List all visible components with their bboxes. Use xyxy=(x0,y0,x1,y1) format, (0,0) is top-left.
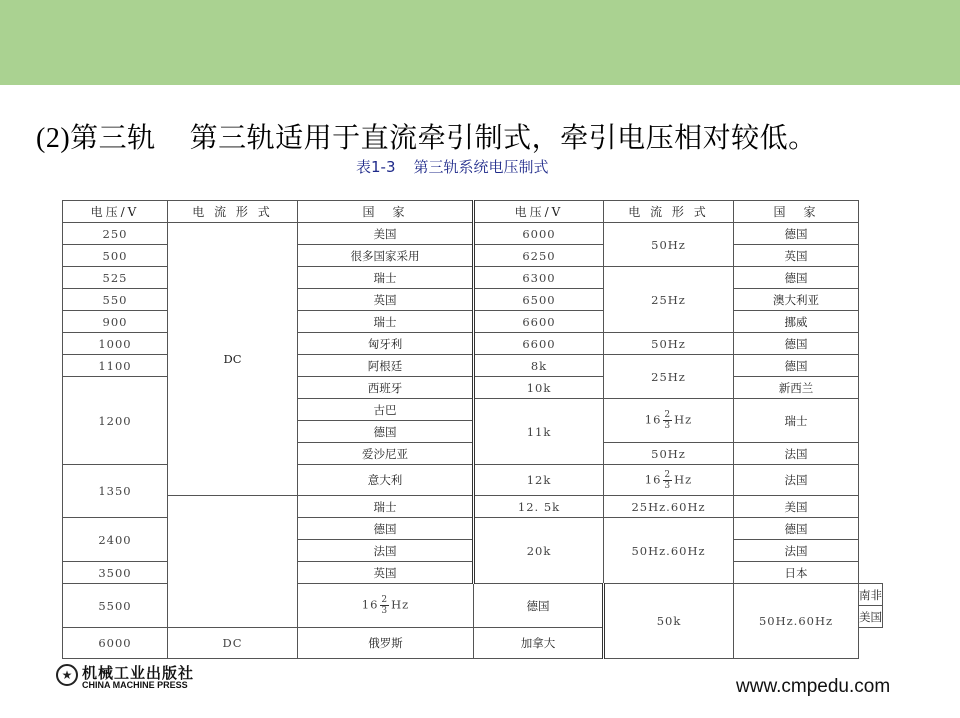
publisher-logo xyxy=(56,664,216,694)
country-cell: 古巴 xyxy=(298,399,474,421)
country-cell: 德国 xyxy=(474,584,604,628)
country-cell: 瑞士 xyxy=(298,267,474,289)
voltage-cell: 6500 xyxy=(474,289,604,311)
voltage-cell: 12k xyxy=(474,465,604,496)
current-cell: 50Hz xyxy=(604,443,734,465)
header-voltage: 电压/V xyxy=(63,201,168,223)
voltage-cell: 6600 xyxy=(474,333,604,355)
heading-label: (2)第三轨 xyxy=(36,123,156,154)
voltage-cell: 1100 xyxy=(63,355,168,377)
country-cell: 瑞士 xyxy=(734,399,859,443)
voltage-cell: 3500 xyxy=(63,562,168,584)
country-cell: 西班牙 xyxy=(298,377,474,399)
voltage-cell: 6600 xyxy=(474,311,604,333)
header-voltage: 电压/V xyxy=(474,201,604,223)
country-cell: 挪威 xyxy=(734,311,859,333)
fraction: $\frac{2}{3}$ xyxy=(664,469,672,491)
current-prefix: 16 xyxy=(361,597,379,612)
current-cell: 50Hz.60Hz xyxy=(604,518,734,584)
current-prefix: 16 xyxy=(644,472,662,486)
current-cell: 25Hz.60Hz xyxy=(604,496,734,518)
country-cell: 美国 xyxy=(859,606,883,628)
country-cell: 法国 xyxy=(734,443,859,465)
country-cell: 阿根廷 xyxy=(298,355,474,377)
voltage-cell: 6000 xyxy=(474,223,604,245)
country-cell: 英国 xyxy=(734,245,859,267)
country-cell: 德国 xyxy=(298,421,474,443)
voltage-cell: 1000 xyxy=(63,333,168,355)
heading-text: 第三轨适用于直流牵引制式，牵引电压相对较低。 xyxy=(189,121,817,154)
country-cell: 法国 xyxy=(734,465,859,496)
table-row xyxy=(63,496,883,518)
voltage-table xyxy=(62,200,883,659)
website-url: www.cmpedu.com xyxy=(736,676,891,697)
voltage-cell: 6250 xyxy=(474,245,604,267)
caption-number: 表1-3 xyxy=(356,158,396,176)
country-cell: 英国 xyxy=(298,289,474,311)
current-cell: DC xyxy=(168,628,298,659)
current-cell xyxy=(168,496,298,628)
country-cell: 英国 xyxy=(298,562,474,584)
voltage-cell: 5500 xyxy=(63,584,168,628)
country-cell: 美国 xyxy=(734,496,859,518)
header-current: 电 流 形 式 xyxy=(168,201,298,223)
voltage-cell: 2400 xyxy=(63,518,168,562)
country-cell: 法国 xyxy=(298,540,474,562)
header-country: 国 家 xyxy=(734,201,859,223)
country-cell: 法国 xyxy=(734,540,859,562)
country-cell: 德国 xyxy=(298,518,474,540)
country-cell: 俄罗斯 xyxy=(298,628,474,659)
current-cell xyxy=(298,584,474,628)
publisher-name-cn: 机械工业出版社 xyxy=(82,664,195,682)
voltage-cell: 525 xyxy=(63,267,168,289)
country-cell: 澳大利亚 xyxy=(734,289,859,311)
country-cell: 意大利 xyxy=(298,465,474,496)
current-cell: 25Hz xyxy=(604,267,734,333)
voltage-cell: 20k xyxy=(474,518,604,584)
current-cell: DC xyxy=(168,223,298,496)
voltage-cell: 11k xyxy=(474,399,604,465)
table-row xyxy=(63,223,883,245)
fraction: $\frac{2}{3}$ xyxy=(381,595,389,616)
page-heading xyxy=(36,116,817,156)
country-cell: 德国 xyxy=(734,355,859,377)
country-cell: 匈牙利 xyxy=(298,333,474,355)
table-caption xyxy=(356,156,549,177)
country-cell: 美国 xyxy=(298,223,474,245)
voltage-cell: 50k xyxy=(604,584,734,659)
voltage-cell: 550 xyxy=(63,289,168,311)
current-cell: 50Hz xyxy=(604,333,734,355)
country-cell: 瑞士 xyxy=(298,311,474,333)
star-icon: ★ xyxy=(56,664,78,686)
country-cell: 德国 xyxy=(734,267,859,289)
voltage-cell: 500 xyxy=(63,245,168,267)
current-unit: Hz xyxy=(674,472,693,486)
table-header-row xyxy=(63,201,883,223)
country-cell: 新西兰 xyxy=(734,377,859,399)
fraction: $\frac{2}{3}$ xyxy=(664,410,672,431)
current-cell xyxy=(604,465,734,496)
voltage-cell: 12. 5k xyxy=(474,496,604,518)
country-cell: 德国 xyxy=(734,333,859,355)
voltage-cell: 250 xyxy=(63,223,168,245)
voltage-cell: 1200 xyxy=(63,377,168,465)
voltage-cell: 8k xyxy=(474,355,604,377)
country-cell: 爱沙尼亚 xyxy=(298,443,474,465)
country-cell: 很多国家采用 xyxy=(298,245,474,267)
header-country: 国 家 xyxy=(298,201,474,223)
header-current: 电 流 形 式 xyxy=(604,201,734,223)
voltage-cell: 6000 xyxy=(63,628,168,659)
voltage-cell: 1350 xyxy=(63,465,168,518)
country-cell: 瑞士 xyxy=(298,496,474,518)
current-unit: Hz xyxy=(674,412,693,427)
country-cell: 加拿大 xyxy=(474,628,604,659)
country-cell: 日本 xyxy=(734,562,859,584)
country-cell: 德国 xyxy=(734,223,859,245)
current-unit: Hz xyxy=(391,597,410,612)
voltage-cell: 900 xyxy=(63,311,168,333)
current-cell: 50Hz xyxy=(604,223,734,267)
current-cell: 25Hz xyxy=(604,355,734,399)
top-band xyxy=(0,0,960,85)
voltage-cell: 10k xyxy=(474,377,604,399)
voltage-cell: 6300 xyxy=(474,267,604,289)
caption-title: 第三轨系统电压制式 xyxy=(413,158,549,176)
current-cell: 50Hz.60Hz xyxy=(734,584,859,659)
publisher-name-en: CHINA MACHINE PRESS xyxy=(82,680,188,690)
country-cell: 南非 xyxy=(859,584,883,606)
current-cell xyxy=(604,399,734,443)
current-prefix: 16 xyxy=(644,412,662,427)
country-cell: 德国 xyxy=(734,518,859,540)
